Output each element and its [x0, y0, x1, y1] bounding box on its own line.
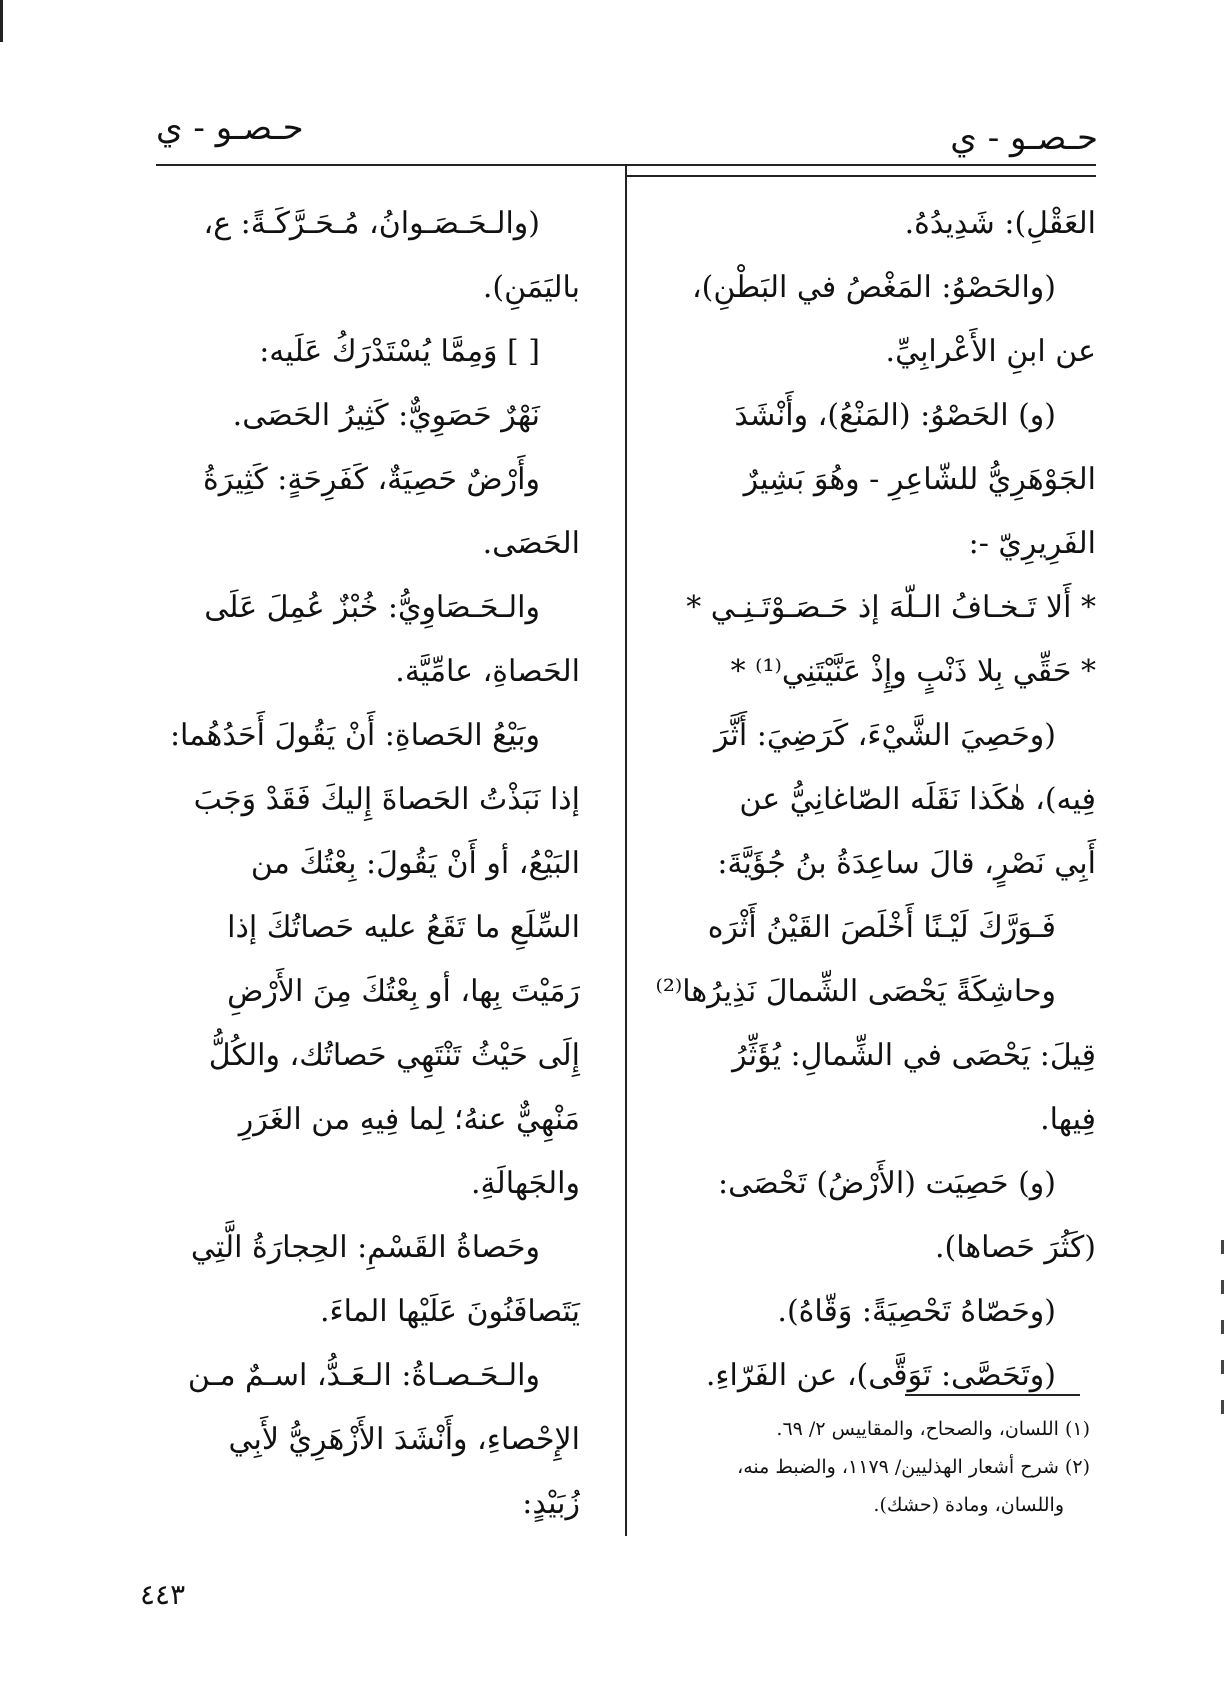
footnote-1: (١) اللسان، والصحاح، والمقاييس ٢/ ٦٩. [776, 1418, 1090, 1440]
text-line: فَـوَرَّكَ لَيْـنًا أَخْلَصَ القَيْنُ أَثْرَه [707, 910, 1056, 945]
header-root-right: حـصـو - ي [950, 118, 1098, 158]
text-line: والجَهالَةِ. [470, 1166, 580, 1201]
text-line: نَهْرٌ حَصَوِيٌّ: كَثِيرُ الحَصَى. [232, 398, 540, 433]
text-line: (والحَصْوُ: المَغْصُ في البَطْنِ)، [691, 270, 1056, 305]
text-line: (وحَصِيَ الشَّيْءَ، كَرَضِيَ: أَثَّرَ [713, 718, 1056, 753]
text-line: [ ] وَمِمَّا يُسْتَدْرَكُ عَلَيه: [259, 334, 540, 369]
text-line: فِيها. [1040, 1102, 1096, 1137]
text-line: باليَمَنِ). [482, 270, 580, 305]
footnote-2: (٢) شرح أشعار الهذليين/ ١١٧٩، والضبط منه، [737, 1456, 1090, 1478]
text-line: الفَرِيرِيّ -: [968, 526, 1096, 561]
text-line: (و) الحَصْوُ: (المَنْعُ)، وأَنْشَدَ [734, 398, 1056, 433]
text-line: فِيه)، هٰكَذا نَقَلَه الصّاغانِيُّ عن [739, 782, 1096, 817]
page-number: ٤٤٣ [140, 1578, 186, 1611]
text-line: عن ابنِ الأَعْرابِيِّ. [885, 334, 1096, 369]
header-root-left: حـصـو - ي [156, 108, 304, 148]
text-line: يَتَصافَنُونَ عَلَيْها الماءَ. [319, 1294, 580, 1329]
footnote-rule [905, 1394, 1080, 1396]
column-divider [625, 166, 627, 1536]
text-line: (و) حَصِيَت (الأَرْضُ) تَحْصَى: [717, 1166, 1056, 1201]
text-line: الجَوْهَرِيُّ للشّاعِرِ - وهُوَ بَشِيرٌ [743, 462, 1096, 497]
scan-edge-mark [0, 0, 3, 42]
text-line: (والـحَـصَـوانُ، مُـحَـرَّكَـةً: ع، [203, 206, 540, 241]
footnotes [650, 1410, 1090, 1524]
text-line: قِيلَ: يَحْصَى في الشِّمالِ: يُؤَثِّرُ [732, 1038, 1096, 1073]
text-line: الحَصاةِ، عامِّيَّة. [395, 654, 580, 689]
header-rule-right [625, 175, 1096, 177]
text-line: الإِحْصاءِ، وأَنْشَدَ الأَزْهَرِيُّ لأَبِي [228, 1422, 580, 1457]
text-line: (وتَحَصَّى: تَوَقَّى)، عن الفَرّاءِ. [705, 1358, 1056, 1393]
text-line: أَبِي نَصْرٍ، قالَ ساعِدَةُ بنُ جُؤَيَّةَ: [717, 846, 1096, 881]
right-column [655, 192, 1096, 1408]
text-line: (وحَصّاهُ تَحْصِيَةً: وَقّاهُ). [777, 1294, 1056, 1329]
text-line: الحَصَى. [482, 526, 580, 561]
text-line: وبَيْعُ الحَصاةِ: أَنْ يَقُولَ أَحَدُهُما: [169, 718, 540, 753]
text-line: العَقْلِ): شَدِيدُهُ. [904, 206, 1096, 241]
text-line: والـحَـصـاةُ: الـعَـدُّ، اسـمٌ مـن [187, 1358, 540, 1393]
text-line: زُبَيْدٍ: [522, 1486, 580, 1521]
left-column [140, 192, 580, 1536]
text-line: رَمَيْتَ بِها، أو بِعْتُكَ مِنَ الأَرْضِ [227, 974, 580, 1009]
text-line: وأَرْضٌ حَصِيَةٌ، كَفَرِحَةٍ: كَثِيرَةُ [203, 462, 540, 497]
text-line: * أَلا تَـخـافُ الـلّهَ إذ حَـصَـوْتَـنِـي * [686, 590, 1096, 625]
text-line: وحاشِكَةً يَحْصَى الشِّمالَ نَذِيرُها⁽²⁾ [655, 974, 1056, 1009]
text-line: والـحَـصَاوِيُّ: خُبْزٌ عُمِلَ عَلَى [204, 590, 540, 625]
text-line: * حَقِّي بِلا ذَنْبٍ وإِذْ عَنَّيْتَنِي⁽¹⁾ * [730, 654, 1096, 689]
scan-edge-mark [1221, 1240, 1224, 1440]
text-line: وحَصاةُ القَسْمِ: الحِجارَةُ الَّتِي [190, 1230, 540, 1265]
text-line: إِلَى حَيْثُ تَنْتَهِي حَصاتُك، والكُلُّ [208, 1038, 580, 1073]
text-line: إذا نَبَذْتُ الحَصاةَ إِليكَ فَقَدْ وَجَبَ [193, 782, 580, 817]
text-line: السِّلَعِ ما تَقَعُ عليه حَصاتُكَ إذا [227, 910, 580, 945]
text-line: مَنْهِيٌّ عنهُ؛ لِما فِيهِ من الغَرَرِ [238, 1102, 580, 1137]
text-line: البَيْعُ، أو أَنْ يَقُولَ: بِعْتُكَ من [250, 846, 580, 881]
text-line: (كَثُرَ حَصاها). [934, 1230, 1096, 1265]
footnote-2-continued: واللسان، ومادة (حشك). [873, 1494, 1064, 1516]
